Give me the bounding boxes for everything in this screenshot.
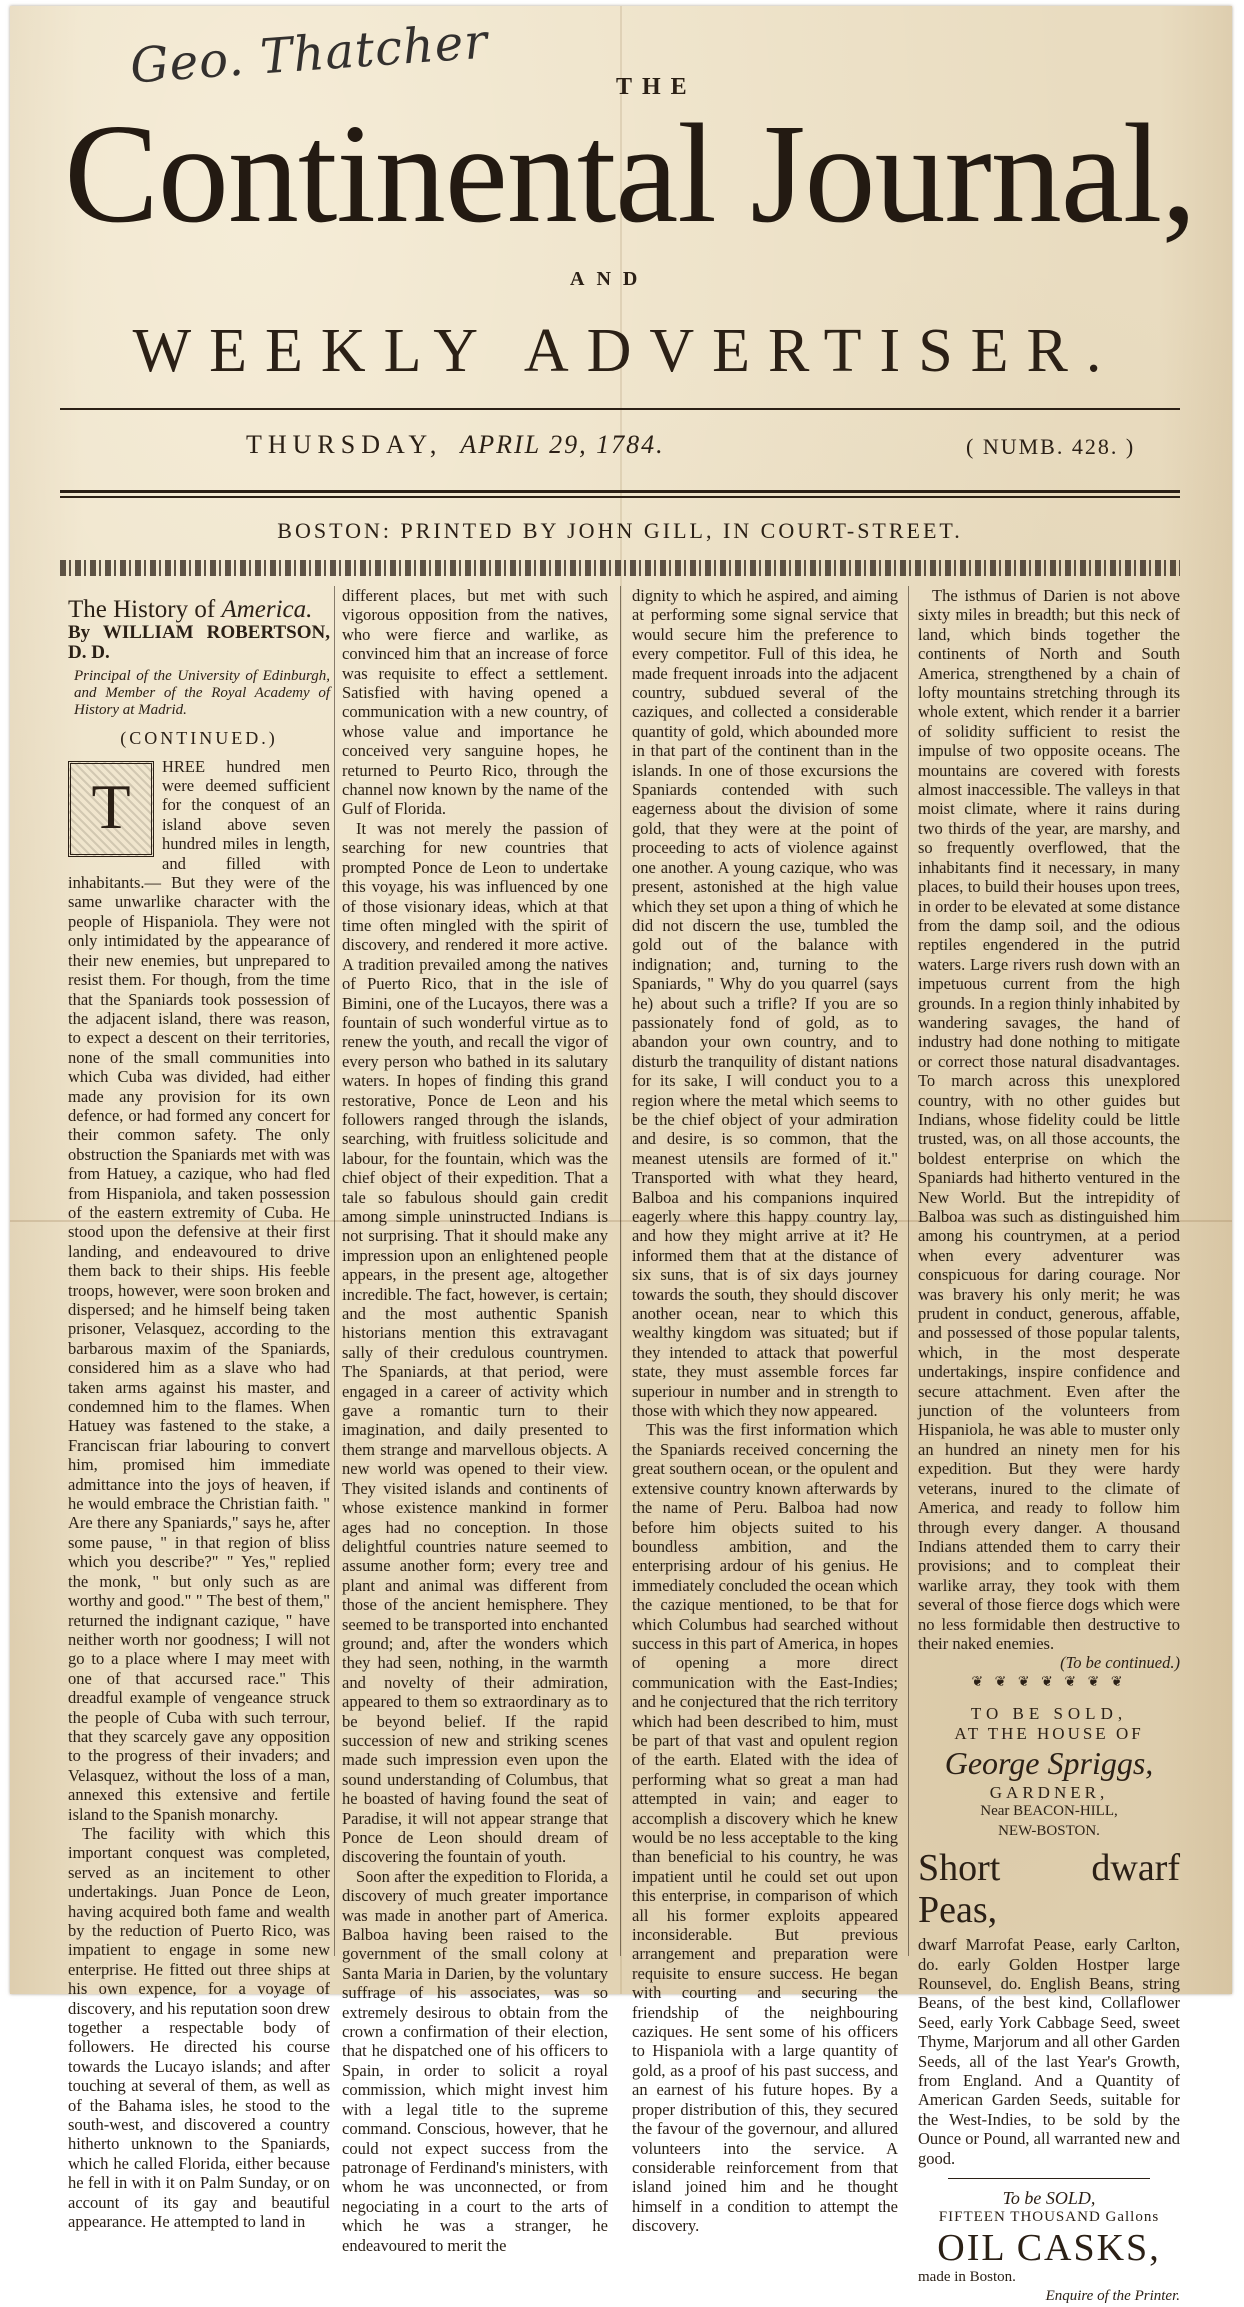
seed-ad-address-1: Near BEACON-HILL,: [980, 1803, 1118, 1820]
weekday: THURSDAY,: [246, 430, 443, 459]
paragraph: It was not merely the passion of searching for new countries that prompted Ponce de Leon to undertake this voyage, his was influenced by one of those visionary ideas, which at that time often mingled with the spirit of discovery, and rendered it more active. A tradition prevailed among the natives of Puerto Rico, that in the isle of Bimini, one of the Lucayos, there was a fountain of such wonderful virtue as to renew the youth, and recall the vigor of every person who bathed in its salutary waters. In hopes of finding this grand restorative, Ponce de Leon and his followers ranged through the islands, searching, with fruitless solicitude and labour, for the fountain, which was the chief object of their expedition. That a tale so fabulous should gain credit among simple uninstructed Indians is not surprising. That it should make any impression upon an enlightened people appears, in the present age, altogether incredible. The fact, however, is certain; and the most authentic Spanish historians mention this extravagant sally of their credulous countrymen. The Spaniards, at that period, were engaged in a career of activity which gave a romantic turn to their imagination, and daily presented to them strange and marvellous objects. A new world was opened to their view. They visited islands and continents of whose existence mankind in former ages had no conception. In those delightful countries nature seemed to assume another form; every tree and plant and animal was different from those of the ancient hemisphere. They seemed to be transported into enchanted ground; and, after the wonders which they had seen, nothing, in the warmth and novelty of their admiration, appeared to them so extraordinary as to be beyond belief. If the rapid succession of new and striking scenes made such impression even upon the sound understanding of Columbus, that he boasted of having found the seat of Paradise, it will not appear strange that Ponce de Leon should dream of discovering the fountain of youth.: [342, 818, 608, 1867]
column-rule-2: [620, 586, 621, 1956]
drop-cap: T: [68, 761, 154, 857]
cask-ad-made: made in Boston.: [918, 2268, 1016, 2285]
ornamental-border: [60, 560, 1180, 576]
issue-number: ( NUMB. 428. ): [966, 434, 1136, 459]
column-3: [632, 586, 898, 2236]
ad-divider: [948, 2178, 1150, 2179]
column-rule-1: [334, 586, 335, 1956]
paragraph: The isthmus of Darien is not above sixty miles in breadth; but this neck of land, which binds together the continents of North and South America, strengthened by a chain of lofty mountains stretching through its whole extent, which render it a barrier of solidity sufficient to resist the impulse of two opposite oceans. The mountains are covered with forests almost inaccessible. The valleys in that moist climate, where it rains during two thirds of the year, are marshy, and so frequently overflowed, that the inhabitants find it necessary, in many places, to build their houses upon trees, in order to be elevated at some distance from the damp soil, and the odious reptiles engendered in the putrid waters. Large rivers rush down with an impetuous current from the high grounds. In a region thinly inhabited by wandering savages, the hand of industry had done nothing to mitigate or correct those natural disadvantages. To march across this unexplored country, with no other guides but Indians, whose fidelity could be little trusted, was, on all those accounts, the boldest enterprise on which the Spaniards had hitherto ventured in the New World. But the intrepidity of Balboa was such as distinguished him among his countrymen, at a period when every adventurer was conspicuous for daring courage. Nor was bravery his only merit; he was prudent in conduct, generous, affable, and possessed of those popular talents, which, in the most desperate undertakings, inspire confidence and secure attachment. Even after the junction of the volunteers from Hispaniola, he was able to muster only an hundred an ninety men for his expedition. But they were hardy veterans, inured to the climate of America, and ready to follow him through every danger. A thousand Indians attended them to carry their provisions; and to compleat their warlike array, they took with them several of those fierce dogs which were no less formidable then destructive to their naked enemies.: [918, 586, 1180, 1653]
masthead-rule-double-1: [60, 490, 1180, 493]
column-2: [342, 586, 608, 2255]
imprint-line: BOSTON: PRINTED BY JOHN GILL, IN COURT-STREET.: [277, 518, 963, 543]
seed-ad-body: dwarf Marrofat Pease, early Carlton, do. early Golden Hostper large Rounsevel, do. English Beans, string Beans, of the best kind, Collaflower Seed, early York Cabbage Seed, sweet Thyme, Marjorum and all other Garden Seeds, all of the last Year's Growth, from England. And a Quantity of American Garden Seeds, suitable for the West-Indies, to be sold by the Ounce or Pound, all warranted new and good.: [918, 1935, 1180, 2168]
column-1: [68, 586, 330, 2232]
seed-ad-at-house: AT THE HOUSE OF: [954, 1723, 1144, 1743]
date-line: [246, 430, 665, 460]
cask-ad-headline: OIL CASKS,: [937, 2226, 1161, 2269]
cask-ad-to-be-sold: To be SOLD,: [1002, 2188, 1096, 2209]
article-title: [68, 596, 330, 623]
masthead-the: THE: [616, 74, 697, 100]
masthead-subtitle: WEEKLY ADVERTISER.: [132, 317, 1120, 385]
article-title-place: America.: [221, 596, 313, 623]
seed-ad-name: George Spriggs,: [944, 1744, 1154, 1781]
newspaper-page: [10, 6, 1232, 2305]
column-rule-3: [908, 586, 909, 1956]
masthead-rule-top: [60, 408, 1180, 410]
ornament-divider-icon: ❦ ❦ ❦ ❦ ❦ ❦ ❦: [971, 1674, 1127, 1690]
article-author: By WILLIAM ROBERTSON, D. D.: [68, 622, 330, 663]
paragraph: This was the first information which the Spaniards received concerning the great southern ocean, or the opulent and extensive country known afterwards by the name of Peru. Balboa had now before him objects suited to his boundless ambition, and the enterprising ardour of his genius. He immediately concluded the ocean which the cazique mentioned, to be that for which Columbus had searched without success in this part of America, in hopes of opening a more direct communication with the East-Indies; and he conjectured that the rich territory which had been described to him, must be part of that vast and opulent region of the earth. Elated with the idea of performing what so great a man had attempted in vain; and eager to accomplish a discovery which he knew would be no less acceptable to the king than beneficial to his country, he was impatient until he could set out upon this enterprise, in comparison of which all his former exploits appeared inconsiderable. But previous arrangement and preparation were requisite to ensure success. He began with courting and securing the friendship of the neighbouring caziques. He sent some of his officers to Hispaniola with a large quantity of gold, as a proof of his past success, and an earnest of his future hopes. By a proper distribution of this, they secured the favour of the governour, and allured volunteers into the service. A considerable reinforcement from that island joined him and he thought himself in a condition to attempt the discovery.: [632, 1420, 898, 2236]
masthead-title: Continental Journal,: [64, 94, 1196, 252]
paragraph: HREE hundred men were deemed sufficient for the conquest of an island above seven hundred miles in length, and filled with inhabitants.— But they were of the same unwarlike character with the people of Hispaniola. They were not only intimidated by the appearance of their new enemies, but unprepared to resist them. For though, from the time that the Spaniards took possession of the adjacent island, there was reason, to expect a descent on their territories, none of the small communities into which Cuba was divided, had either made any provision for its own defence, or had formed any concert for their common safety. The only obstruction the Spaniards met with was from Hatuey, a cazique, who had fled from Hispaniola, and taken possession of the eastern extremity of Cuba. He stood upon the defensive at their first landing, and endeavoured to drive them back to their ships. His feeble troops, however, were soon broken and dispersed; and he himself being taken prisoner, Velasquez, according to the barbarous maxim of the Spaniards, considered him as a slave who had taken arms against his master, and condemned him to the flames. When Hatuey was fastened to the stake, a Franciscan friar labouring to convert him, promised him immediate admittance into the joys of heaven, if he would embrace the Christian faith. " Are there any Spaniards," says he, after some pause, " in that region of bliss which you describe?" " Yes," replied the monk, " but only such as are worthy and good." " The best of them," returned the indignant cazique, " have neither worth nor goodness; I will not go to a place where I may meet with one of that accursed race." This dreadful example of vengeance struck the people of Cuba with such terrour, that they scarcely gave any opposition to the progress of their invaders; and Velasquez, without the loss of a man, annexed this extensive and fertile island to the Spanish monarchy.: [68, 756, 330, 1824]
cask-ad-enquire: Enquire of the Printer.: [1045, 2288, 1180, 2305]
masthead-and: AND: [570, 268, 650, 290]
cask-ad-quantity: FIFTEEN THOUSAND Gallons: [938, 2209, 1160, 2226]
article-author-role: Principal of the University of Edinburgh, and Member of the Royal Academy of History at Madrid.: [74, 668, 330, 719]
seed-ad-headline: Short dwarf Peas,: [918, 1847, 1180, 1932]
seed-ad-trade: GARDNER,: [989, 1782, 1109, 1802]
owner-signature: Geo. Thatcher: [128, 13, 490, 95]
paragraph: Soon after the expedition to Florida, a discovery of much greater importance was made in another part of America. Balboa having been raised to the government of the small colony at Santa Maria in Darien, by the voluntary suffrage of his associates, was so extremely desirous to obtain from the crown a confirmation of their election, that he dispatched one of his officers to Spain, in order to solicit a royal commission, which might invest him with a legal title to the supreme command. Conscious, however, that he could not expect success from the patronage of Ferdinand's ministers, with whom he was unconnected, or from negociating in a court to the arts of which he was a stranger, he endeavoured to merit the: [342, 1866, 608, 2255]
paragraph: dignity to which he aspired, and aiming at performing some signal service that would secure him the preference to every competitor. Full of this idea, he made frequent inroads into the adjacent country, subdued several of the caziques, and collected a considerable quantity of gold, which abounded more in that part of the continent than in the islands. In one of those excursions the Spaniards contended with such eagerness about the division of some gold, that they were at the point of proceeding to acts of violence against one another. A young cazique, who was present, astonished at the high value which they set upon a thing of which he did not discern the use, tumbled the gold out of the balance with indignation; and, turning to the Spaniards, " Why do you quarrel (says he) about such a trifle? If you are so passionately fond of gold, as to abandon your own country, and to disturb the tranquility of distant nations for its sake, I will conduct you to a region where the metal which seems to be the chief object of your admiration and desire, is so common, that the meanest utensils are formed of it." Transported with what they heard, Balboa and his companions inquired eagerly where this happy country lay, and how they might arrive at it? He informed them that at the distance of six suns, that is of six days journey towards the south, they should discover another ocean, near to which this wealthy kingdom was situated; but if they intended to attack that powerful state, they must assemble forces far superiour in number and in strength to those with which they now appeared.: [632, 586, 898, 1421]
seed-ad-to-be-sold: TO BE SOLD,: [970, 1704, 1128, 1724]
seed-ad-address-2: NEW-BOSTON.: [998, 1822, 1100, 1839]
article-title-prefix: The History of: [68, 596, 216, 623]
paragraph: different places, but met with such vigorous opposition from the natives, who were fierce and warlike, as convinced him that an increase of force was requisite to effect a settlement. Satisfied with having opened a communication with a new country, of whose value and importance he conceived very sanguine hopes, he returned to Peurto Rico, through the channel now known by the name of the Gulf of Florida.: [342, 586, 608, 819]
paragraph: The facility with which this important conquest was completed, served as an incitement to other undertakings. Juan Ponce de Leon, having acquired both fame and wealth by the reduction of Puerto Rico, was impatient to engage in some new enterprise. He fitted out three ships at his own expence, for a voyage of discovery, and his reputation soon drew together a respectable body of followers. He directed his course towards the Lucayo islands; and after touching at several of them, as well as of the Bahama isles, he stood to the south-west, and discovered a country hitherto unknown to the Spaniards, which he called Florida, either because he fell in with it on Palm Sunday, or on account of its gay and beautiful appearance. He attempted to land in: [68, 1823, 330, 2232]
to-be-continued: (To be continued.): [1060, 1653, 1180, 1673]
continued-label: (CONTINUED.): [120, 728, 278, 749]
masthead-rule-double-2: [60, 496, 1180, 498]
issue-date: APRIL 29, 1784.: [460, 430, 665, 459]
column-4: [918, 586, 1180, 2307]
